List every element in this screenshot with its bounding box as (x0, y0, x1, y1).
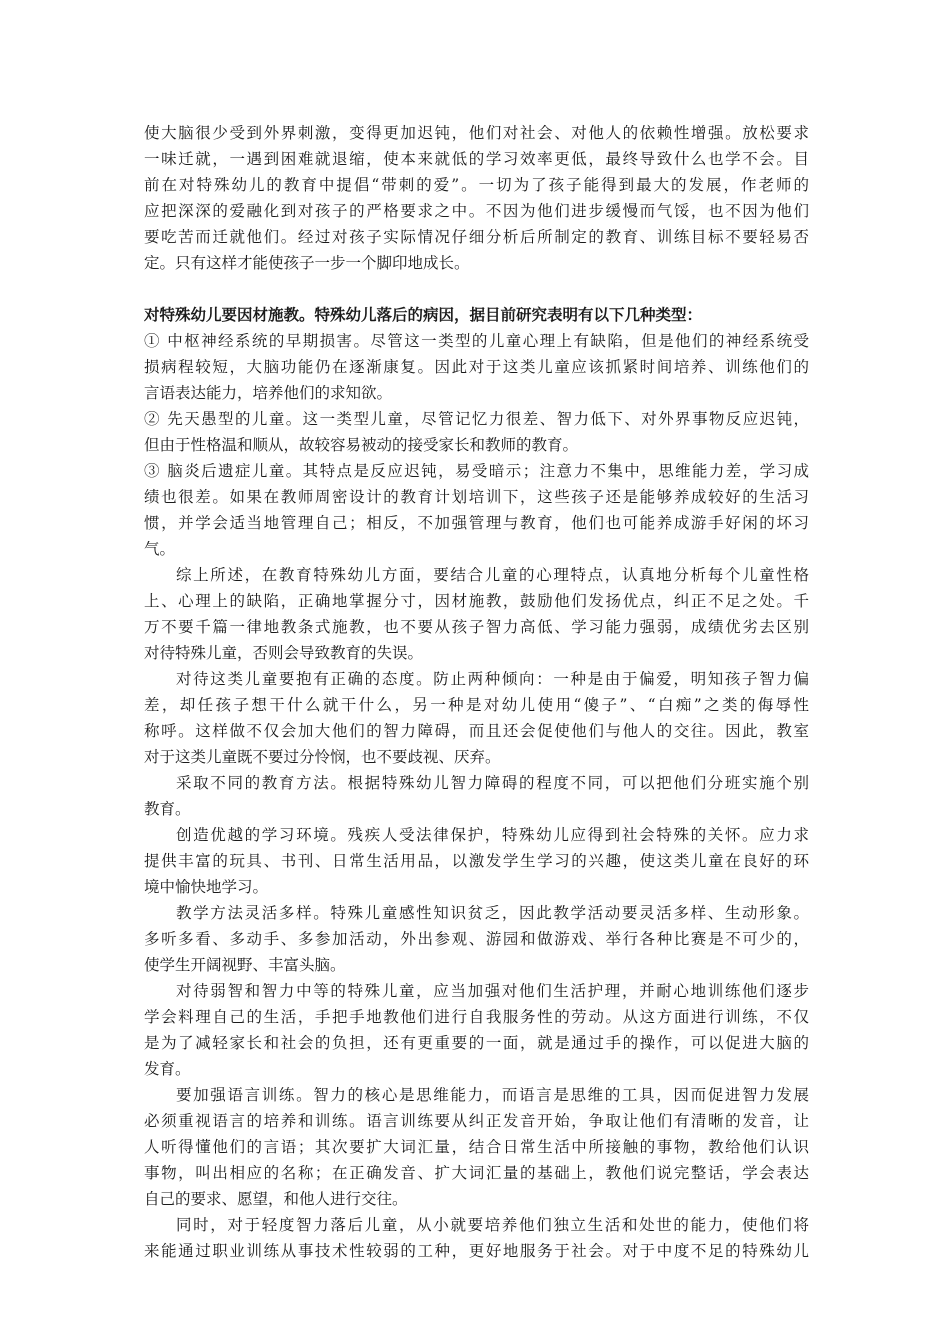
text-line: 对特殊幼儿要因材施教。特殊幼儿落后的病因，据目前研究表明有以下几种类型： (144, 305, 703, 324)
paragraph (144, 666, 809, 770)
text-line: 惯，并学会适当地管理自己；相反，不加强管理与教育，他们也可能养成游手好闲的坏习 (144, 514, 809, 532)
paragraph (144, 900, 809, 978)
text-line: 定。只有这样才能使孩子一步一个脚印地成长。 (144, 254, 470, 272)
text-line: 但由于性格温和顺从，故较容易被动的接受家长和教师的教育。 (144, 436, 579, 454)
text-line: 是为了减轻家长和社会的负担，还有更重要的一面，就是通过手的操作，可以促进大脑的 (144, 1034, 809, 1052)
paragraph (144, 562, 809, 666)
text-line: 使大脑很少受到外界刺激，变得更加迟钝，他们对社会、对他人的依赖性增强。放松要求 (144, 124, 809, 142)
text-line: 称呼。这样做不仅会加大他们的智力障碍，而且还会促使他们与他人的交往。因此，教室 (144, 722, 809, 740)
text-line: 人听得懂他们的言语；其次要扩大词汇量，结合日常生活中所接触的事物，教给他们认识 (144, 1138, 809, 1156)
text-line: 前在对特殊幼儿的教育中提倡“带刺的爱”。一切为了孩子能得到最大的发展，作老师的 (144, 176, 809, 194)
section-heading (144, 302, 809, 328)
paragraph (144, 978, 809, 1082)
text-line: 一味迁就，一遇到困难就退缩，使本来就低的学习效率更低，最终导致什么也学不会。目 (144, 150, 809, 168)
text-line: 使学生开阔视野、丰富头脑。 (144, 956, 346, 974)
paragraph (144, 770, 809, 822)
text-line: 万不要千篇一律地教条式施教，也不要从孩子智力高低、学习能力强弱，成绩优劣去区别 (144, 618, 809, 636)
text-line: 对待这类儿童要抱有正确的态度。防止两种倾向：一种是由于偏爱，明知孩子智力偏 (176, 670, 809, 688)
text-line: 发育。 (144, 1060, 191, 1078)
text-line: 多听多看、多动手、多参加活动，外出参观、游园和做游戏、举行各种比赛是不可少的， (144, 930, 809, 948)
text-line: 要吃苦而迁就他们。经过对孩子实际情况仔细分析后所制定的教育、训练目标不要轻易否 (144, 228, 809, 246)
text-line: 对待弱智和智力中等的特殊儿童，应当加强对他们生活护理，并耐心地训练他们逐步 (176, 982, 809, 1000)
paragraph (144, 1082, 809, 1212)
text-line: 境中愉快地学习。 (144, 878, 269, 896)
text-line: ③ 脑炎后遗症儿童。其特点是反应迟钝，易受暗示；注意力不集中，思维能力差，学习成 (144, 462, 809, 480)
text-line: 必须重视语言的培养和训练。语言训练要从纠正发音开始，争取让他们有清晰的发音，让 (144, 1112, 809, 1130)
text-line: 要加强语言训练。智力的核心是思维能力，而语言是思维的工具，因而促进智力发展 (176, 1086, 809, 1104)
text-line: 来能通过职业训练从事技术性较弱的工种，更好地服务于社会。对于中度不足的特殊幼儿 (144, 1242, 809, 1260)
text-line: 事物，叫出相应的名称；在正确发音、扩大词汇量的基础上，教他们说完整话，学会表达 (144, 1164, 809, 1182)
paragraph (144, 120, 809, 276)
text-line: 综上所述，在教育特殊幼儿方面，要结合儿童的心理特点，认真地分析每个儿童性格 (176, 566, 809, 584)
text-line: 学会料理自己的生活，手把手地教他们进行自我服务性的劳动。从这方面进行训练，不仅 (144, 1008, 809, 1026)
text-line: 上、心理上的缺陷，正确地掌握分寸，因材施教，鼓励他们发扬优点，纠正不足之处。千 (144, 592, 809, 610)
paragraph (144, 822, 809, 900)
text-line: 采取不同的教育方法。根据特殊幼儿智力障碍的程度不同，可以把他们分班实施个别 (176, 774, 809, 792)
text-line: 应把深深的爱融化到对孩子的严格要求之中。不因为他们进步缓慢而气馁，也不因为他们 (144, 202, 809, 220)
text-line: ① 中枢神经系统的早期损害。尽管这一类型的儿童心理上有缺陷，但是他们的神经系统受 (144, 332, 809, 350)
text-line: 创造优越的学习环境。残疾人受法律保护，特殊幼儿应得到社会特殊的关怀。应力求 (176, 826, 809, 844)
text-line: 同时，对于轻度智力落后儿童，从小就要培养他们独立生活和处世的能力，使他们将 (176, 1216, 809, 1234)
text-line: 对于这类儿童既不要过分怜悯，也不要歧视、厌弃。 (144, 748, 501, 766)
text-line: ② 先天愚型的儿童。这一类型儿童，尽管记忆力很差、智力低下、对外界事物反应迟钝， (144, 410, 809, 428)
text-line: 自己的要求、愿望，和他人进行交往。 (144, 1190, 408, 1208)
paragraph (144, 1212, 809, 1264)
text-line: 绩也很差。如果在教师周密设计的教育计划培训下，这些孩子还是能够养成较好的生活习 (144, 488, 809, 506)
text-line: 提供丰富的玩具、书刊、日常生活用品，以激发学生学习的兴趣，使这类儿童在良好的环 (144, 852, 809, 870)
text-line: 气。 (144, 540, 176, 558)
text-line: 教学方法灵活多样。特殊儿童感性知识贫乏，因此教学活动要灵活多样、生动形象。 (176, 904, 809, 922)
paragraph (144, 406, 809, 458)
paragraph (144, 458, 809, 562)
text-line: 损病程较短，大脑功能仍在逐渐康复。因此对于这类儿童应该抓紧时间培养、训练他们的 (144, 358, 809, 376)
paragraph-gap (144, 276, 809, 302)
text-line: 言语表达能力，培养他们的求知欲。 (144, 384, 393, 402)
document-page (144, 120, 809, 1264)
text-line: 对待特殊儿童，否则会导致教育的失误。 (144, 644, 424, 662)
text-line: 差，却任孩子想干什么就干什么，另一种是对幼儿使用“傻子”、“白痴”之类的侮辱性 (144, 696, 809, 714)
text-line: 教育。 (144, 800, 191, 818)
paragraph (144, 328, 809, 406)
